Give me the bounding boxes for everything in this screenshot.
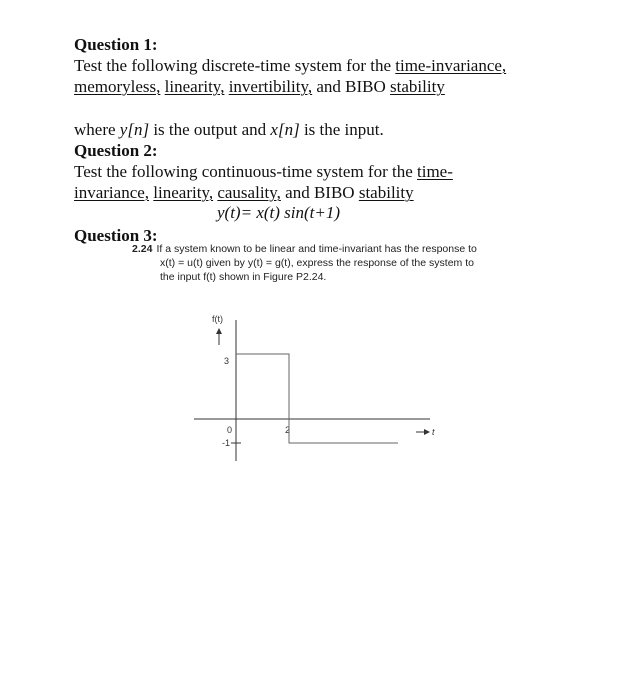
y-axis-label: f(t) (212, 314, 223, 324)
q2-property-time-invariance-part1: time- (417, 162, 453, 181)
q2-property-stability: stability (358, 183, 414, 202)
x-axis-arrowhead (424, 429, 430, 435)
q1-property-linearity: linearity, (164, 77, 225, 96)
tick-label-neg1: -1 (222, 438, 231, 448)
where-text-3: is the input. (299, 120, 384, 139)
question-2-heading: Question 2: (74, 141, 158, 160)
question-1-heading: Question 1: (74, 35, 158, 54)
problem-text-1: If a system known to be linear and time-invariant has the response to (156, 243, 477, 255)
q1-intro: Test the following discrete-time system for the (74, 56, 396, 75)
where-text-2: is the output and (149, 120, 271, 139)
tick-label-2: 2 (285, 425, 291, 435)
problem-text-3: the input f(t) shown in Figure P2.24. (160, 271, 327, 283)
q2-property-causality: causality, (217, 183, 281, 202)
question-2-equation: y(t)= x(t) sin(t+1) (217, 203, 341, 222)
y-axis-arrowhead (216, 328, 222, 334)
q1-property-time-invariance: time-invariance, (395, 56, 507, 75)
tick-label-0: 0 (227, 425, 233, 435)
q2-intro: Test the following continuous-time system for the (74, 162, 418, 181)
q2-property-time-invariance-part2: invariance, (74, 183, 150, 202)
q1-and-bibo: and BIBO (312, 77, 391, 96)
output-symbol: y[n] (119, 120, 150, 139)
q1-property-invertibility: invertibility, (228, 77, 313, 96)
x-axis-label: t (432, 427, 435, 437)
q2-property-linearity: linearity, (153, 183, 214, 202)
tick-label-3: 3 (224, 356, 230, 366)
where-text: where (74, 120, 120, 139)
input-symbol: x[n] (270, 120, 300, 139)
problem-number: 2.24 (132, 243, 153, 255)
signal-f-t (236, 354, 398, 443)
q1-property-stability: stability (390, 77, 445, 96)
problem-text-2: x(t) = u(t) given by y(t) = g(t), express the response of the system to (160, 257, 474, 269)
q1-property-memoryless: memoryless, (74, 77, 161, 96)
q2-and-bibo: and BIBO (280, 183, 359, 202)
question-3-heading: Question 3: (74, 226, 158, 245)
